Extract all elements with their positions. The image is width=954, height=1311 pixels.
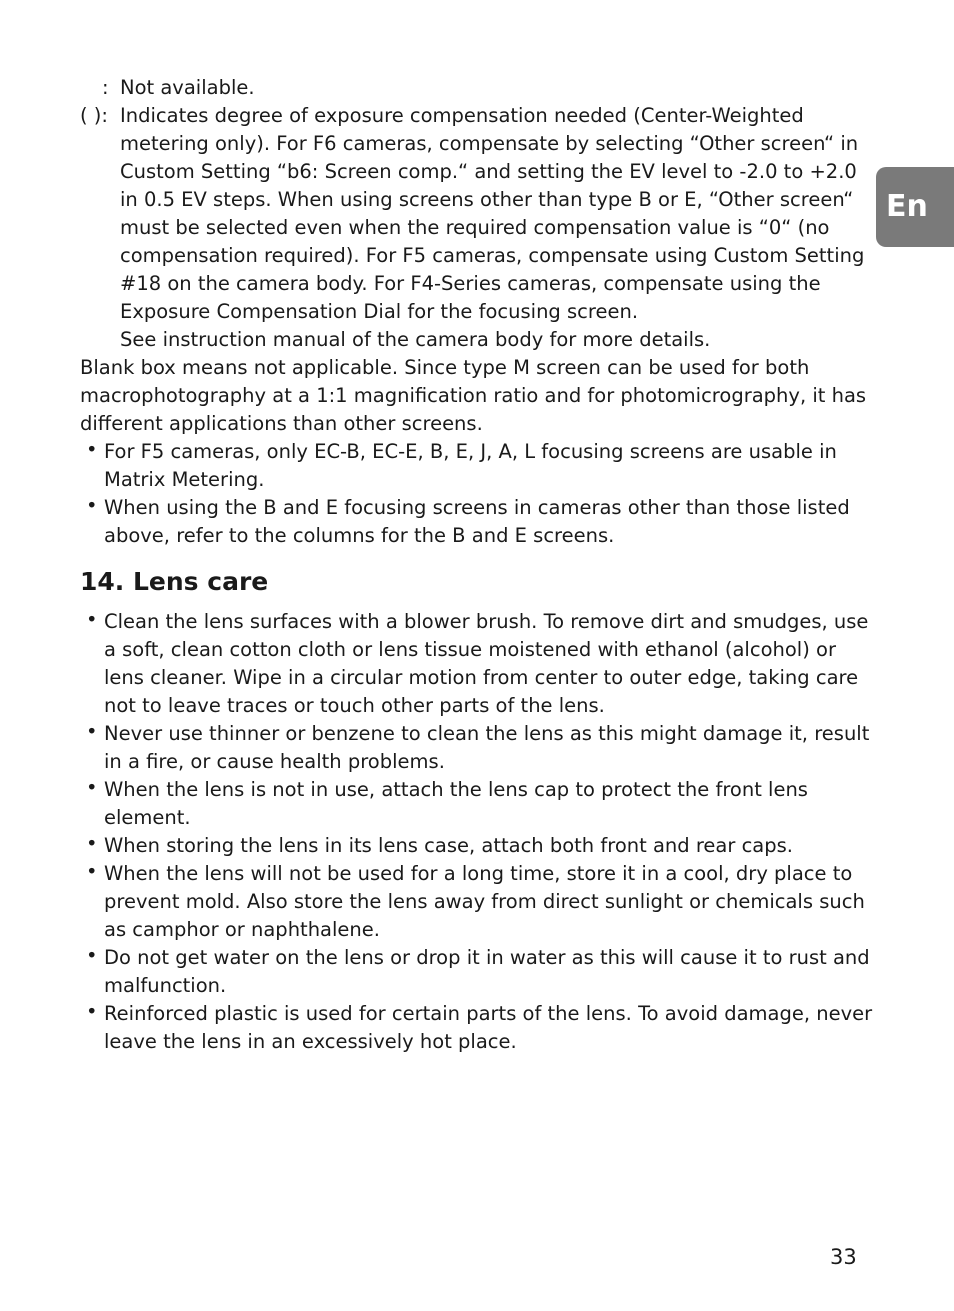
text-line: Exposure Compensation Dial for the focusing screen.	[120, 300, 639, 323]
text-line: element.	[104, 806, 191, 829]
list-item	[80, 944, 880, 1000]
text-line: malfunction.	[104, 974, 227, 997]
text-line: in 0.5 EV steps. When using screens other than type B or E, “Other screen“	[120, 188, 854, 211]
bullet-icon: •	[86, 438, 98, 461]
bullet-icon: •	[86, 832, 98, 855]
list-item	[80, 860, 880, 944]
text-line: in a fire, or cause health problems.	[104, 750, 445, 773]
lens-care-list	[80, 608, 880, 1056]
text-line: When the lens will not be used for a long time, store it in a cool, dry place to	[104, 862, 853, 885]
text-line: When using the B and E focusing screens in cameras other than those listed	[104, 496, 850, 519]
legend-entry	[80, 74, 880, 102]
text-line: Blank box means not applicable. Since type M screen can be used for both	[80, 356, 810, 379]
text-line: Custom Setting “b6: Screen comp.“ and setting the EV level to -2.0 to +2.0	[120, 160, 857, 183]
text-line: compensation required). For F5 cameras, compensate using Custom Setting	[120, 244, 865, 267]
bullet-icon: •	[86, 860, 98, 883]
list-item	[80, 608, 880, 720]
text-line: See instruction manual of the camera body for more details.	[120, 328, 711, 351]
text-line: When the lens is not in use, attach the lens cap to protect the front lens	[104, 778, 808, 801]
text-line: not to leave traces or touch other parts of the lens.	[104, 694, 605, 717]
legend-key: ( ):	[80, 104, 108, 127]
bullet-icon: •	[86, 1000, 98, 1023]
text-line: must be selected even when the required compensation value is “0“ (no	[120, 216, 830, 239]
text-line: prevent mold. Also store the lens away from direct sunlight or chemicals such	[104, 890, 865, 913]
text-line: leave the lens in an excessively hot place.	[104, 1030, 517, 1053]
bullet-icon: •	[86, 494, 98, 517]
text-line: different applications than other screens.	[80, 412, 483, 435]
list-item	[80, 776, 880, 832]
text-line: For F5 cameras, only EC-B, EC-E, B, E, J, A, L focusing screens are usable in	[104, 440, 837, 463]
text-line: lens cleaner. Wipe in a circular motion from center to outer edge, taking care	[104, 666, 859, 689]
legend-and-notes	[80, 74, 880, 550]
legend-key: :	[102, 76, 109, 99]
text-line: Clean the lens surfaces with a blower brush. To remove dirt and smudges, use	[104, 610, 869, 633]
text-line: above, refer to the columns for the B and E screens.	[104, 524, 615, 547]
language-tab: En	[876, 167, 954, 247]
bullet-icon: •	[86, 608, 98, 631]
list-item	[80, 438, 880, 494]
list-item	[80, 494, 880, 550]
legend-entry	[80, 102, 880, 354]
text-line: Never use thinner or benzene to clean the lens as this might damage it, result	[104, 722, 870, 745]
text-line: #18 on the camera body. For F4-Series cameras, compensate using the	[120, 272, 821, 295]
text-line: Do not get water on the lens or drop it in water as this will cause it to rust and	[104, 946, 870, 969]
section-heading: 14. Lens care	[80, 567, 269, 596]
text-line: When storing the lens in its lens case, attach both front and rear caps.	[104, 834, 793, 857]
page-number: 33	[830, 1245, 857, 1269]
text-line: Reinforced plastic is used for certain parts of the lens. To avoid damage, never	[104, 1002, 873, 1025]
text-line: metering only). For F6 cameras, compensate by selecting “Other screen“ in	[120, 132, 859, 155]
bullet-icon: •	[86, 776, 98, 799]
list-item	[80, 720, 880, 776]
text-line: macrophotography at a 1:1 magnification ratio and for photomicrography, it has	[80, 384, 867, 407]
list-item	[80, 832, 880, 860]
bullet-icon: •	[86, 720, 98, 743]
text-line: Indicates degree of exposure compensation needed (Center-Weighted	[120, 104, 804, 127]
text-line: Matrix Metering.	[104, 468, 265, 491]
bullet-icon: •	[86, 944, 98, 967]
text-line: Not available.	[120, 76, 255, 99]
text-line: as camphor or naphthalene.	[104, 918, 380, 941]
list-item	[80, 1000, 880, 1056]
text-line: a soft, clean cotton cloth or lens tissue moistened with ethanol (alcohol) or	[104, 638, 836, 661]
